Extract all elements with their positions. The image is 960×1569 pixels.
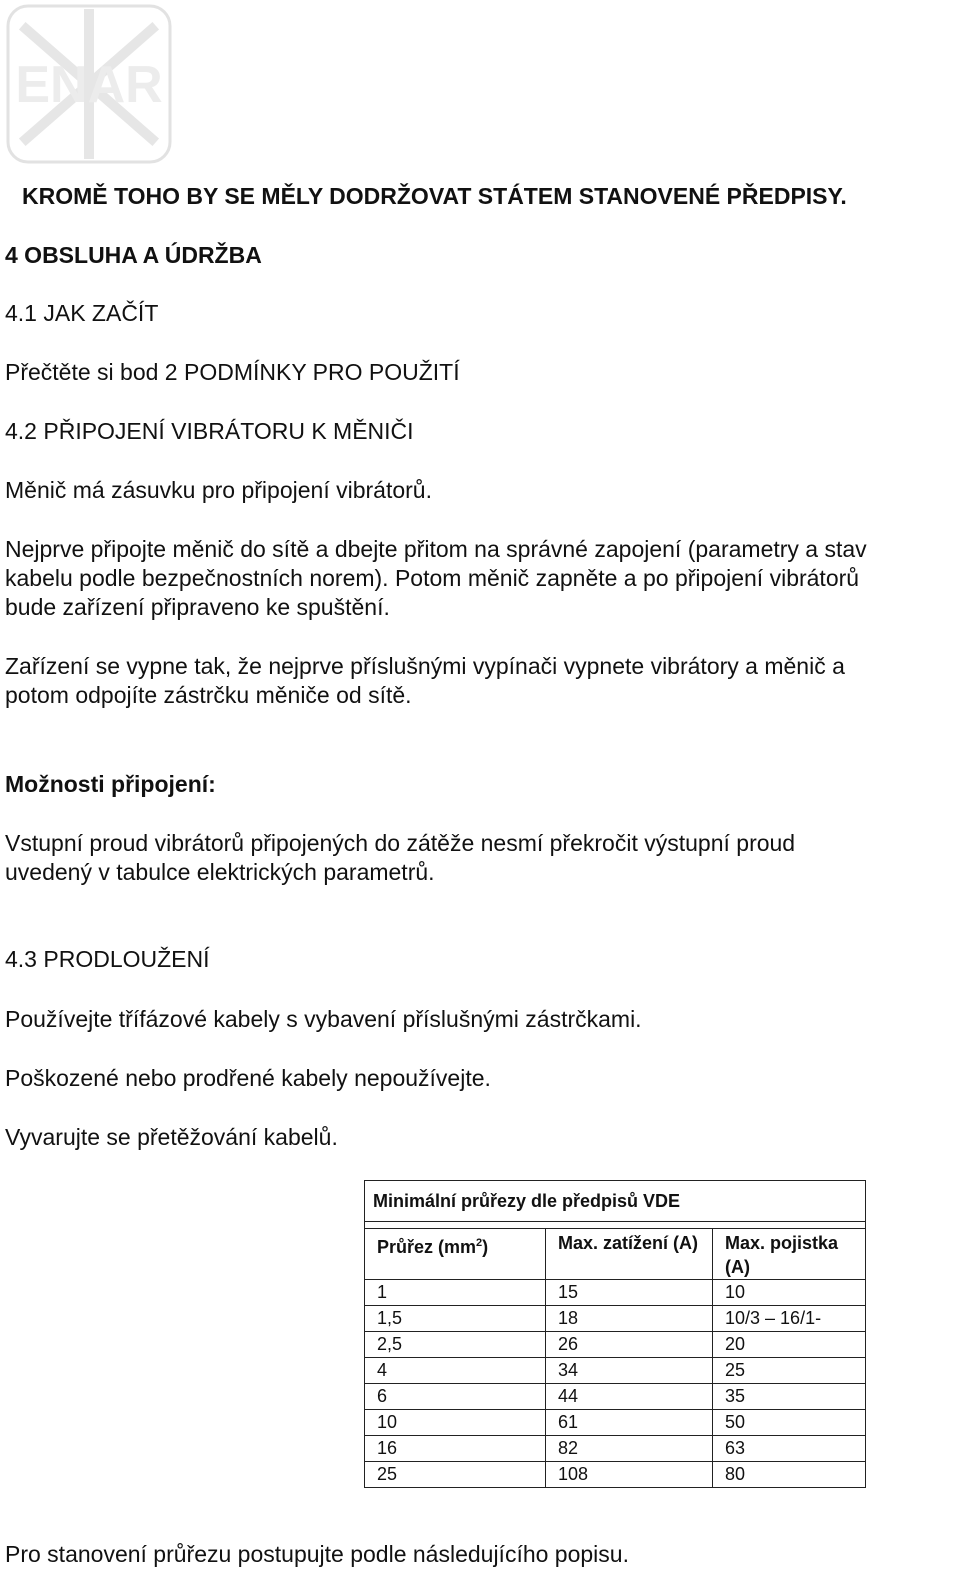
table-row (365, 1384, 866, 1410)
section-4-1-text: Přečtěte si bod 2 PODMÍNKY PRO POUŽITÍ (5, 359, 460, 385)
cell-cross-section: 4 (365, 1358, 546, 1384)
cell-cross-section: 2,5 (365, 1332, 546, 1358)
cell-max-load: 34 (546, 1358, 713, 1384)
section-4-2-para-2-line-1: Nejprve připojte měnič do sítě a dbejte přitom na správné zapojení (parametry a stav (5, 536, 867, 562)
section-4-2-para-3-line-2: potom odpojíte zástrčku měniče od sítě. (5, 682, 412, 708)
options-text-line-1: Vstupní proud vibrátorů připojených do zátěže nesmí překročit výstupní proud (5, 830, 796, 856)
cell-cross-section: 10 (365, 1410, 546, 1436)
cell-max-load: 15 (546, 1280, 713, 1306)
cell-max-load: 82 (546, 1436, 713, 1462)
enar-logo (6, 4, 172, 164)
cell-max-fuse: 35 (713, 1384, 866, 1410)
table-row (365, 1410, 866, 1436)
section-4-3-para-2: Poškozené nebo prodřené kabely nepoužívejte. (5, 1065, 491, 1091)
cell-cross-section: 25 (365, 1462, 546, 1488)
cell-max-fuse: 50 (713, 1410, 866, 1436)
cell-max-fuse: 10 (713, 1280, 866, 1306)
options-heading: Možnosti připojení: (5, 771, 216, 797)
logo-text: ENAR (15, 56, 163, 114)
section-4-2-para-2-line-3: bude zařízení připraveno ke spuštění. (5, 594, 390, 620)
section-4-1-heading: 4.1 JAK ZAČÍT (5, 300, 159, 326)
cell-max-load: 26 (546, 1332, 713, 1358)
footer-text: Pro stanovení průřezu postupujte podle následujícího popisu. (5, 1541, 629, 1567)
section-4-2-para-2-line-2: kabelu podle bezpečnostních norem). Potom měnič zapněte a po připojení vibrátorů (5, 565, 860, 591)
cell-max-fuse: 20 (713, 1332, 866, 1358)
cell-cross-section: 1 (365, 1280, 546, 1306)
cell-max-load: 44 (546, 1384, 713, 1410)
cell-max-fuse: 63 (713, 1436, 866, 1462)
cell-max-load: 108 (546, 1462, 713, 1488)
table-spacer-row (365, 1222, 866, 1229)
table-row (365, 1358, 866, 1384)
cell-max-fuse: 25 (713, 1358, 866, 1384)
cell-cross-section: 6 (365, 1384, 546, 1410)
table-row (365, 1462, 866, 1488)
cell-max-fuse: 80 (713, 1462, 866, 1488)
cell-max-load: 18 (546, 1306, 713, 1332)
header-cross-section: Průřez $(mm^2)$ (365, 1229, 546, 1280)
table-row (365, 1280, 866, 1306)
table-row (365, 1332, 866, 1358)
cell-max-fuse: 10/3 – 16/1- (713, 1306, 866, 1332)
cell-cross-section: 1,5 (365, 1306, 546, 1332)
section-4-2-heading: 4.2 PŘIPOJENÍ VIBRÁTORU K MĚNIČI (5, 418, 414, 444)
vde-table-container (364, 1180, 866, 1488)
options-text-line-2: uvedený v tabulce elektrických parametrů. (5, 859, 435, 885)
table-body (365, 1280, 866, 1488)
table-row (365, 1306, 866, 1332)
table-row (365, 1436, 866, 1462)
section-4-3-heading: 4.3 PRODLOUŽENÍ (5, 946, 210, 972)
section-4-2-para-3-line-1: Zařízení se vypne tak, že nejprve příslušnými vypínači vypnete vibrátory a měnič a (5, 653, 845, 679)
header-max-fuse: Max. pojistka (A) (713, 1229, 866, 1280)
cell-max-load: 61 (546, 1410, 713, 1436)
table-caption-row (365, 1181, 866, 1222)
cell-cross-section: 16 (365, 1436, 546, 1462)
section-4-heading: 4 OBSLUHA A ÚDRŽBA (5, 242, 262, 268)
section-4-3-para-3: Vyvarujte se přetěžování kabelů. (5, 1124, 338, 1150)
header-max-load: Max. zatížení (A) (546, 1229, 713, 1280)
vde-cross-section-table (364, 1180, 866, 1488)
table-header-row (365, 1229, 866, 1280)
section-4-2-para-1: Měnič má zásuvku pro připojení vibrátorů. (5, 477, 432, 503)
section-4-3-para-1: Používejte třífázové kabely s vybavení příslušnými zástrčkami. (5, 1006, 642, 1032)
warning-heading: KROMĚ TOHO BY SE MĚLY DODRŽOVAT STÁTEM STANOVENÉ PŘEDPISY. (22, 183, 847, 209)
table-caption: Minimální průřezy dle předpisů VDE (365, 1181, 866, 1222)
